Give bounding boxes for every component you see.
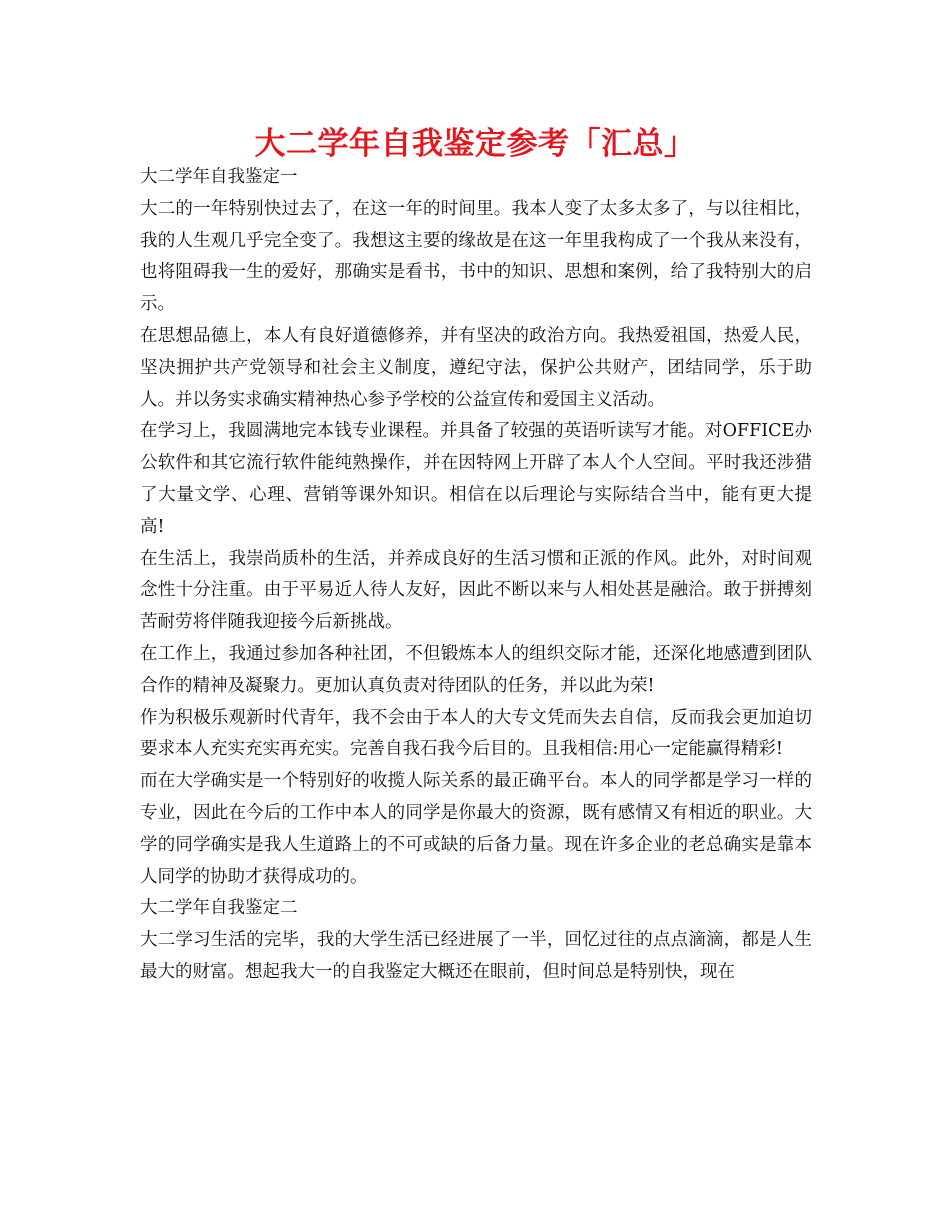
section-heading-1: 大二学年自我鉴定一 [140,167,298,187]
paragraph-second-intro: 大二学习生活的完毕，我的大学生活已经进展了一半，回忆过往的点点滴滴，都是人生最大的财富。想起我大一的自我鉴定大概还在眼前，但时间总是特别快，现在 [140,930,812,982]
paragraph-attitude: 作为积极乐观新时代青年，我不会由于本人的大专文凭而失去自信，反而我会更加迫切要求本人充实充实再充实。完善自我石我今后目的。且我相信:用心一定能赢得精彩! [140,707,812,760]
paragraph-intro: 大二的一年特别快过去了，在这一年的时间里。我本人变了太多太多了，与以往相比，我的人生观几乎完全变了。我想这主要的缘故是在这一年里我构成了一个我从来没有，也将阻碍我一生的爱好，那确实是看书，书中的知识、思想和案例，给了我特别大的启示。 [140,198,812,315]
paragraph-morality: 在思想品德上，本人有良好道德修养，并有坚决的政治方向。我热爱祖国，热爱人民，坚决拥护共产党领导和社会主义制度，遵纪守法，保护公共财产，团结同学，乐于助人。并以务实求确实精神热心参予学校的公益宣传和爱国主义活动。 [140,325,812,410]
paragraph-life: 在生活上，我崇尚质朴的生活，并养成良好的生活习惯和正派的作风。此外，对时间观念性十分注重。由于平易近人待人友好，因此不断以来与人相处甚是融洽。敢于拼搏刻苦耐劳将伴随我迎接今后新挑战。 [140,548,812,633]
paragraph-relationships: 而在大学确实是一个特别好的收揽人际关系的最正确平台。本人的同学都是学习一样的专业，因此在今后的工作中本人的同学是你最大的资源，既有感情又有相近的职业。大学的同学确实是我人生道路上的不可或缺的后备力量。现在许多企业的老总确实是靠本人同学的协助才获得成功的。 [140,771,812,887]
paragraph-study: 在学习上，我圆满地完本钱专业课程。并具备了较强的英语听读写才能。对OFFICE办公软件和其它流行软件能纯熟操作，并在因特网上开辟了本人个人空间。平时我还涉猎了大量文学、心理、营销等课外知识。相信在以后理论与实际结合当中，能有更大提高! [140,421,812,537]
section-heading-2: 大二学年自我鉴定二 [140,898,298,919]
paragraph-work: 在工作上，我通过参加各种社团，不但锻炼本人的组织交际才能，还深化地感遭到团队合作的精神及凝聚力。更加认真负责对待团队的任务，并以此为荣! [140,643,812,696]
document-body [140,162,812,989]
document-title: 大二学年自我鉴定参考「汇总」 [254,126,696,162]
